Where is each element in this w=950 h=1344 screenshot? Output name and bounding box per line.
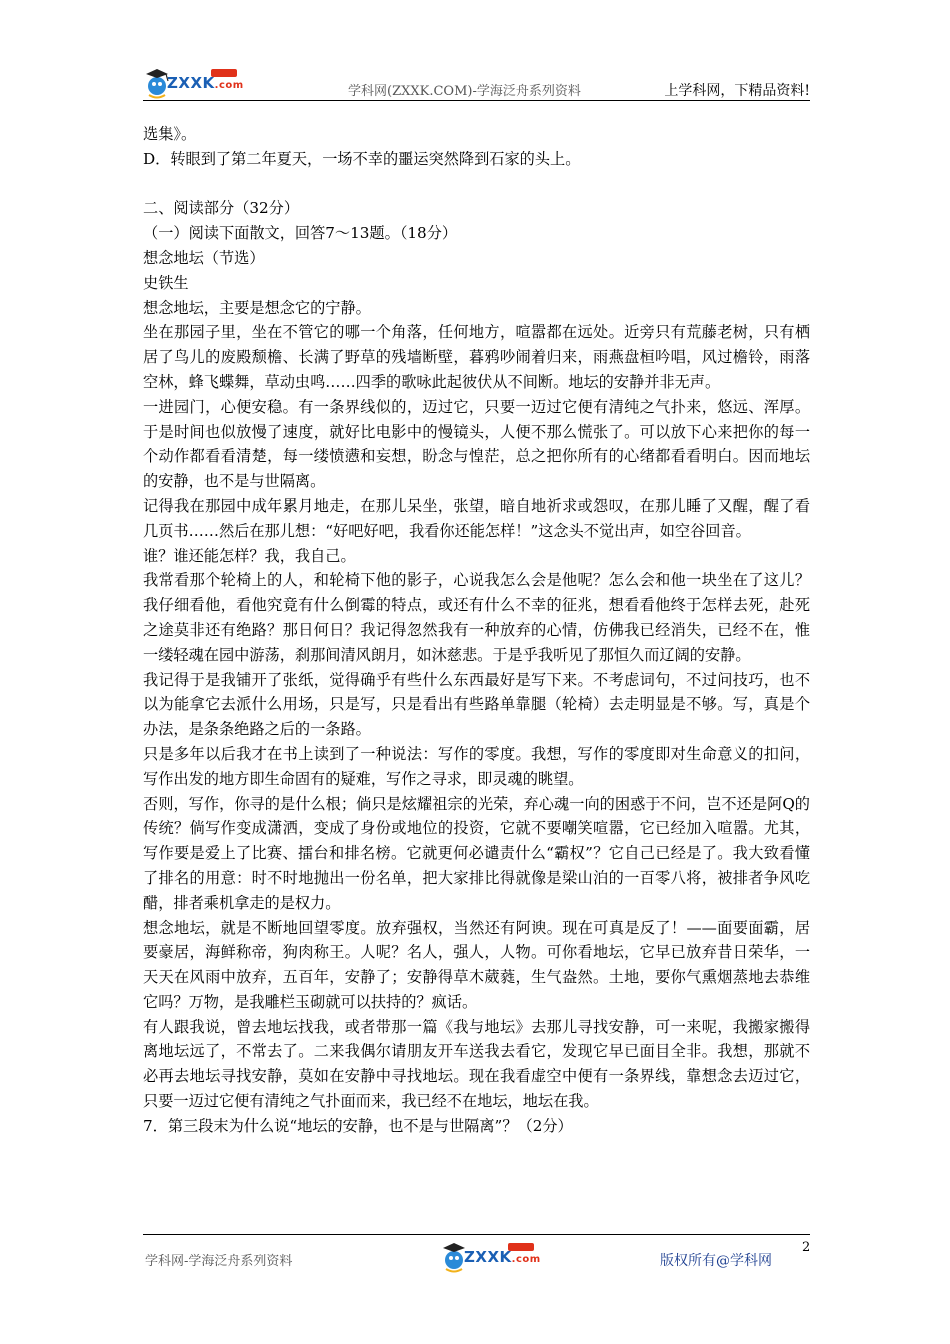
document-body <box>143 122 810 1139</box>
essay-paragraph: 记得我在那园中成年累月地走，在那儿呆坐，张望，暗自地祈求或怨叹，在那儿睡了又醒，醒了看几页书……然后在那儿想：“好吧好吧，我看你还能怎样！”这念头不觉出声，如空谷回音。 <box>143 496 810 540</box>
section-heading: 二、阅读部分（32分） <box>143 199 300 218</box>
page-header <box>143 66 810 102</box>
essay-paragraph: 否则，写作，你寻的是什么根；倘只是炫耀祖宗的光荣，弃心魂一向的困惑于不问，岂不还是阿Q的传统？倘写作变成潇洒，变成了身份或地位的投资，它就不要嘲笑喧嚣，它已经加入喧嚣。尤其，写作要是爱上了比赛、擂台和排名榜。它就更何必谴责什么“霸权”？它自己已经是了。我大致看懂了排名的用意：时不时地抛出一份名单，把大家排比得就像是梁山泊的一百零八将，被排者争风吃醋，排者乘机拿走的是权力。 <box>143 794 810 912</box>
essay-paragraph: 坐在那园子里，坐在不管它的哪一个角落，任何地方，喧嚣都在远处。近旁只有荒藤老树，只有栖居了鸟儿的废殿颓檐、长满了野草的残墙断壁，暮鸦吵闹着归来，雨燕盘桓吟唱，风过檐铃，雨落空林，蜂飞蝶舞，草动虫鸣……四季的歌咏此起彼伏从不间断。地坛的安静并非无声。 <box>143 323 810 391</box>
option-d: D．转眼到了第二年夏天，一场不幸的噩运突然降到石家的头上。 <box>143 149 581 168</box>
essay-author: 史铁生 <box>143 273 189 292</box>
header-slogan: 上学科网，下精品资料! <box>664 83 810 99</box>
essay-paragraph: 想念地坛，主要是想念它的宁静。 <box>143 298 371 317</box>
header-site-title: 学科网(ZXXK.COM)-学海泛舟系列资料 <box>348 84 581 99</box>
essay-title: 想念地坛（节选） <box>143 248 265 267</box>
zxxk-logo <box>143 66 253 100</box>
subsection-heading: （一）阅读下面散文，回答7～13题。（18分） <box>143 224 458 243</box>
footer-copyright-link[interactable]: 版权所有@学科网 <box>660 1253 772 1269</box>
essay-paragraph: 一进园门，心便安稳。有一条界线似的，迈过它，只要一迈过它便有清纯之气扑来，悠远、浑厚。于是时间也似放慢了速度，就好比电影中的慢镜头，人便不那么慌张了。可以放下心来把你的每一个动作都看看清楚，每一缕愤懑和妄想，盼念与惶茫，总之把你所有的心绪都看看明白。因而地坛的安静，也不是与世隔离。 <box>143 397 810 491</box>
essay-paragraph: 谁？谁还能怎样？我，我自己。 <box>143 546 356 565</box>
logo-text: ZXXK.com <box>167 74 244 92</box>
logo-text: ZXXK.com <box>464 1248 541 1266</box>
footer-site-title: 学科网-学海泛舟系列资料 <box>145 1254 293 1269</box>
essay-paragraph: 我常看那个轮椅上的人，和轮椅下他的影子，心说我怎么会是他呢？怎么会和他一块坐在了这儿？我仔细看他，看他究竟有什么倒霉的特点，或还有什么不幸的征兆，想看看他终于怎样去死，赴死之途莫非还有绝路？那日何日？我记得忽然我有一种放弃的心情，仿佛我已经消失，已经不在，惟一缕轻魂在园中游荡，刹那间清风朗月，如沐慈悲。于是乎我听见了那恒久而辽阔的安静。 <box>143 571 810 664</box>
essay-paragraph: 有人跟我说，曾去地坛找我，或者带那一篇《我与地坛》去那儿寻找安静，可一来呢，我搬家搬得离地坛远了，不常去了。二来我偶尔请朋友开车送我去看它，发现它早已面目全非。我想，那就不必再去地坛寻找安静，莫如在安静中寻找地坛。现在我看虚空中便有一条界线，靠想念去迈过它，只要一迈过它便有清纯之气扑面而来，我已经不在地坛，地坛在我。 <box>143 1017 810 1111</box>
question-7: 7．第三段末为什么说“地坛的安静，也不是与世隔离”？（2分） <box>143 1116 573 1135</box>
footer-divider <box>143 1234 810 1235</box>
page-number: 2 <box>802 1240 811 1255</box>
essay-paragraph: 只是多年以后我才在书上读到了一种说法：写作的零度。我想，写作的零度即对生命意义的扣问，写作出发的地方即生命固有的疑难，写作之寻求，即灵魂的眺望。 <box>143 744 810 788</box>
header-divider <box>143 100 810 101</box>
footer-zxxk-logo <box>440 1240 550 1274</box>
essay-paragraph: 想念地坛，就是不断地回望零度。放弃强权，当然还有阿谀。现在可真是反了！——面要面霸，居要豪居，海鲜称帝，狗肉称王。人呢？名人，强人，人物。可你看地坛，它早已放弃昔日荣华，一天天在风雨中放弃，五百年，安静了；安静得草木葳蕤，生气盎然。土地，要你气熏烟蒸地去恭维它吗？万物，是我雕栏玉砌就可以扶持的？疯话。 <box>143 918 810 1011</box>
essay-paragraph: 我记得于是我铺开了张纸，觉得确乎有些什么东西最好是写下来。不考虑词句，不过问技巧，也不以为能拿它去派什么用场，只是写，只是看出有些路单靠腿（轮椅）去走明显是不够。写，真是个办法，是条条绝路之后的一条路。 <box>143 670 810 739</box>
text-line: 选集》。 <box>143 125 197 143</box>
